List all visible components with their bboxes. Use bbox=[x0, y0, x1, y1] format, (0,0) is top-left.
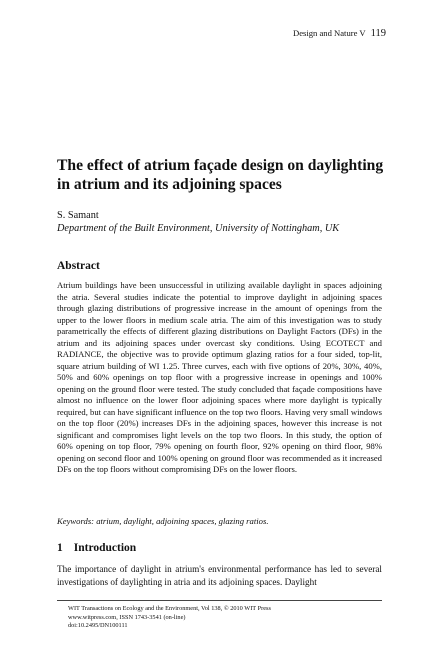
section-number: 1 bbox=[57, 542, 63, 554]
abstract-text: Atrium buildings have been unsuccessful in utilizing available daylight in spaces adjoining the atria. Several studies indicate the potential to improve daylight in adjoining spaces through glazing distributions of progressive increase in the amount of openings from the upper to the lower floors in medium scale atria. The aim of this investigation was to study parametrically the effects of different glazing distributions on Daylight Factors (DFs) in the atrium and its adjoining spaces under overcast sky conditions. Using ECOTECT and RADIANCE, the objective was to provide optimum glazing ratios for a four sided, top-lit, square atrium building of WI 1.25. Three curves, each with five options of 20%, 30%, 40%, 50% and 60% openings on top floor with a progressive increase in openings and 100% opening on the ground floor were tested. The study concluded that façade compositions have almost no influence on the lower floor adjoining spaces where more daylight is typically required, but can have significant influence on the top two floors. Having very small windows on the top floor (20%) increases DFs in the adjoining spaces, however this increase is not significant and compromises light levels on the top two floors. In this study, the option of 60% opening on top floor, 79% opening on fourth floor, 92% opening on third floor, 98% opening on second floor and 100% opening on ground floor was recommended as it increased DFs on the top floors without compromising DFs on the lower floors. bbox=[57, 280, 382, 474]
paper-title: The effect of atrium façade design on daylighting in atrium and its adjoining spaces bbox=[57, 157, 384, 193]
keywords: Keywords: atrium, daylight, adjoining spaces, glazing ratios. bbox=[57, 516, 269, 526]
running-title: Design and Nature V bbox=[292, 28, 366, 38]
footer-line-journal: WIT Transactions on Ecology and the Environment, Vol 138, © 2010 WIT Press bbox=[68, 605, 271, 612]
section-title: Introduction bbox=[73, 542, 137, 554]
running-head bbox=[293, 28, 386, 39]
section-heading-introduction bbox=[57, 542, 136, 554]
footer-line-doi: doi:10.2495/DN100111 bbox=[68, 622, 128, 630]
footer-line-website: www.witpress.com, ISSN 1743-3541 (on-line) bbox=[68, 613, 186, 621]
page-number: 119 bbox=[370, 28, 386, 39]
author-name: S. Samant bbox=[57, 210, 99, 221]
introduction-text: The importance of daylight in atrium's environmental performance has led to several investigations of daylighting in atria and its adjoining spaces. Daylight bbox=[57, 564, 382, 587]
footer-rule bbox=[57, 600, 382, 601]
footer bbox=[68, 605, 271, 631]
abstract-heading: Abstract bbox=[57, 260, 100, 272]
author-affiliation: Department of the Built Environment, University of Nottingham, UK bbox=[57, 223, 340, 234]
